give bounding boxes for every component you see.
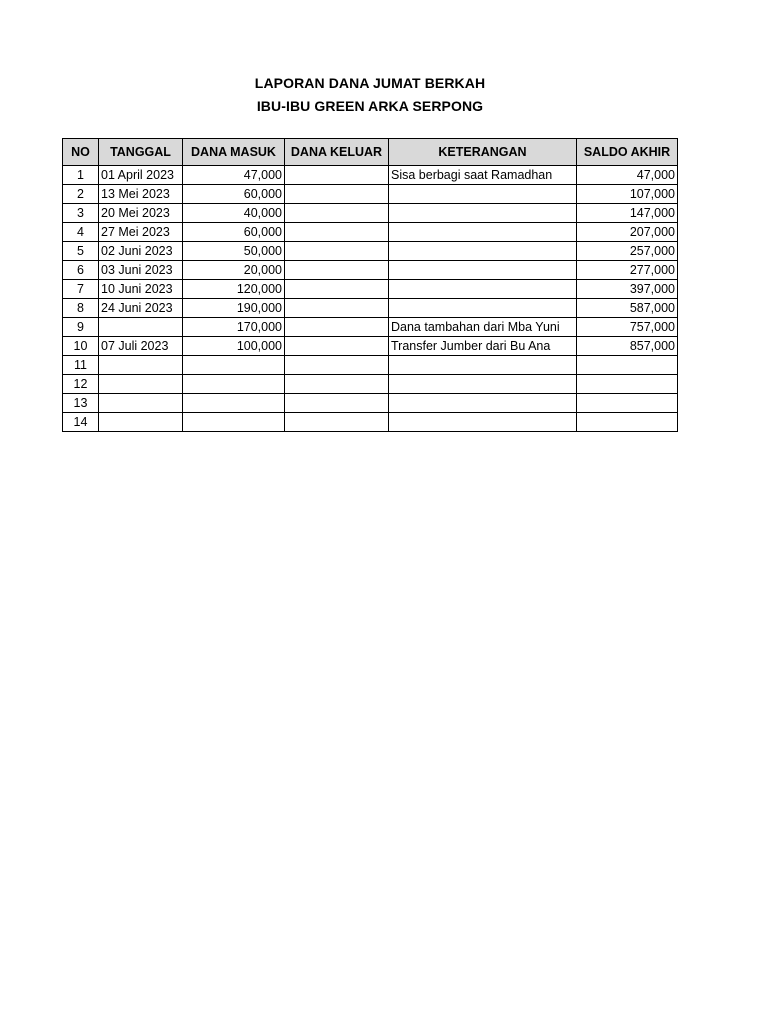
cell-dana-keluar [285, 318, 389, 337]
cell-keterangan [389, 413, 577, 432]
cell-no: 6 [63, 261, 99, 280]
table-row [63, 280, 678, 299]
cell-tanggal: 01 April 2023 [99, 166, 183, 185]
table-row [63, 356, 678, 375]
table-row [63, 337, 678, 356]
cell-saldo-akhir: 257,000 [577, 242, 678, 261]
cell-dana-keluar [285, 337, 389, 356]
cell-saldo-akhir [577, 413, 678, 432]
cell-dana-masuk [183, 394, 285, 413]
cell-saldo-akhir [577, 394, 678, 413]
cell-keterangan [389, 356, 577, 375]
cell-no: 4 [63, 223, 99, 242]
cell-keterangan [389, 280, 577, 299]
cell-dana-masuk: 20,000 [183, 261, 285, 280]
cell-saldo-akhir [577, 356, 678, 375]
cell-saldo-akhir: 47,000 [577, 166, 678, 185]
cell-dana-masuk: 190,000 [183, 299, 285, 318]
cell-dana-keluar [285, 356, 389, 375]
cell-saldo-akhir: 207,000 [577, 223, 678, 242]
table-row [63, 242, 678, 261]
cell-dana-keluar [285, 204, 389, 223]
table-row [63, 223, 678, 242]
cell-keterangan [389, 299, 577, 318]
cell-tanggal: 20 Mei 2023 [99, 204, 183, 223]
cell-no: 1 [63, 166, 99, 185]
cell-saldo-akhir: 107,000 [577, 185, 678, 204]
cell-no: 2 [63, 185, 99, 204]
header-dana-masuk: DANA MASUK [183, 139, 285, 166]
table-row [63, 394, 678, 413]
cell-dana-keluar [285, 299, 389, 318]
cell-saldo-akhir: 757,000 [577, 318, 678, 337]
cell-tanggal: 13 Mei 2023 [99, 185, 183, 204]
table-header-row [63, 139, 678, 166]
table-row [63, 166, 678, 185]
cell-dana-keluar [285, 413, 389, 432]
table-row [63, 204, 678, 223]
table-row [63, 185, 678, 204]
cell-keterangan [389, 242, 577, 261]
cell-keterangan [389, 261, 577, 280]
fund-report-table [62, 138, 678, 432]
cell-dana-keluar [285, 242, 389, 261]
cell-dana-keluar [285, 280, 389, 299]
header-no: NO [63, 139, 99, 166]
cell-tanggal: 10 Juni 2023 [99, 280, 183, 299]
cell-no: 13 [63, 394, 99, 413]
table-row [63, 318, 678, 337]
header-dana-keluar: DANA KELUAR [285, 139, 389, 166]
header-keterangan: KETERANGAN [389, 139, 577, 166]
cell-dana-keluar [285, 261, 389, 280]
cell-tanggal: 24 Juni 2023 [99, 299, 183, 318]
cell-no: 8 [63, 299, 99, 318]
cell-keterangan [389, 223, 577, 242]
cell-keterangan: Sisa berbagi saat Ramadhan [389, 166, 577, 185]
cell-tanggal [99, 413, 183, 432]
cell-saldo-akhir [577, 375, 678, 394]
cell-dana-masuk: 40,000 [183, 204, 285, 223]
cell-dana-masuk: 60,000 [183, 185, 285, 204]
cell-tanggal: 02 Juni 2023 [99, 242, 183, 261]
cell-dana-masuk: 47,000 [183, 166, 285, 185]
cell-saldo-akhir: 147,000 [577, 204, 678, 223]
table-row [63, 299, 678, 318]
cell-no: 9 [63, 318, 99, 337]
cell-dana-masuk: 100,000 [183, 337, 285, 356]
cell-no: 3 [63, 204, 99, 223]
cell-dana-keluar [285, 223, 389, 242]
cell-tanggal: 27 Mei 2023 [99, 223, 183, 242]
cell-saldo-akhir: 397,000 [577, 280, 678, 299]
cell-dana-keluar [285, 166, 389, 185]
cell-no: 10 [63, 337, 99, 356]
cell-dana-masuk [183, 375, 285, 394]
cell-tanggal [99, 394, 183, 413]
report-subtitle: IBU-IBU GREEN ARKA SERPONG [256, 98, 484, 114]
cell-dana-keluar [285, 185, 389, 204]
cell-no: 7 [63, 280, 99, 299]
cell-no: 11 [63, 356, 99, 375]
table-row [63, 375, 678, 394]
table-row [63, 261, 678, 280]
cell-dana-masuk: 170,000 [183, 318, 285, 337]
report-title-block [0, 72, 740, 118]
cell-tanggal [99, 356, 183, 375]
header-saldo-akhir: SALDO AKHIR [577, 139, 678, 166]
cell-dana-keluar [285, 394, 389, 413]
cell-no: 14 [63, 413, 99, 432]
cell-no: 12 [63, 375, 99, 394]
cell-tanggal: 03 Juni 2023 [99, 261, 183, 280]
cell-dana-masuk [183, 413, 285, 432]
cell-saldo-akhir: 277,000 [577, 261, 678, 280]
cell-tanggal: 07 Juli 2023 [99, 337, 183, 356]
cell-dana-masuk [183, 356, 285, 375]
cell-dana-keluar [285, 375, 389, 394]
cell-keterangan [389, 204, 577, 223]
cell-no: 5 [63, 242, 99, 261]
cell-saldo-akhir: 587,000 [577, 299, 678, 318]
cell-dana-masuk: 120,000 [183, 280, 285, 299]
cell-keterangan: Dana tambahan dari Mba Yuni [389, 318, 577, 337]
table-body [63, 166, 678, 432]
cell-dana-masuk: 60,000 [183, 223, 285, 242]
cell-keterangan [389, 185, 577, 204]
table-row [63, 413, 678, 432]
cell-keterangan [389, 394, 577, 413]
cell-keterangan: Transfer Jumber dari Bu Ana [389, 337, 577, 356]
header-tanggal: TANGGAL [99, 139, 183, 166]
cell-tanggal [99, 375, 183, 394]
cell-tanggal [99, 318, 183, 337]
report-title: LAPORAN DANA JUMAT BERKAH [254, 75, 486, 91]
cell-saldo-akhir: 857,000 [577, 337, 678, 356]
cell-keterangan [389, 375, 577, 394]
cell-dana-masuk: 50,000 [183, 242, 285, 261]
